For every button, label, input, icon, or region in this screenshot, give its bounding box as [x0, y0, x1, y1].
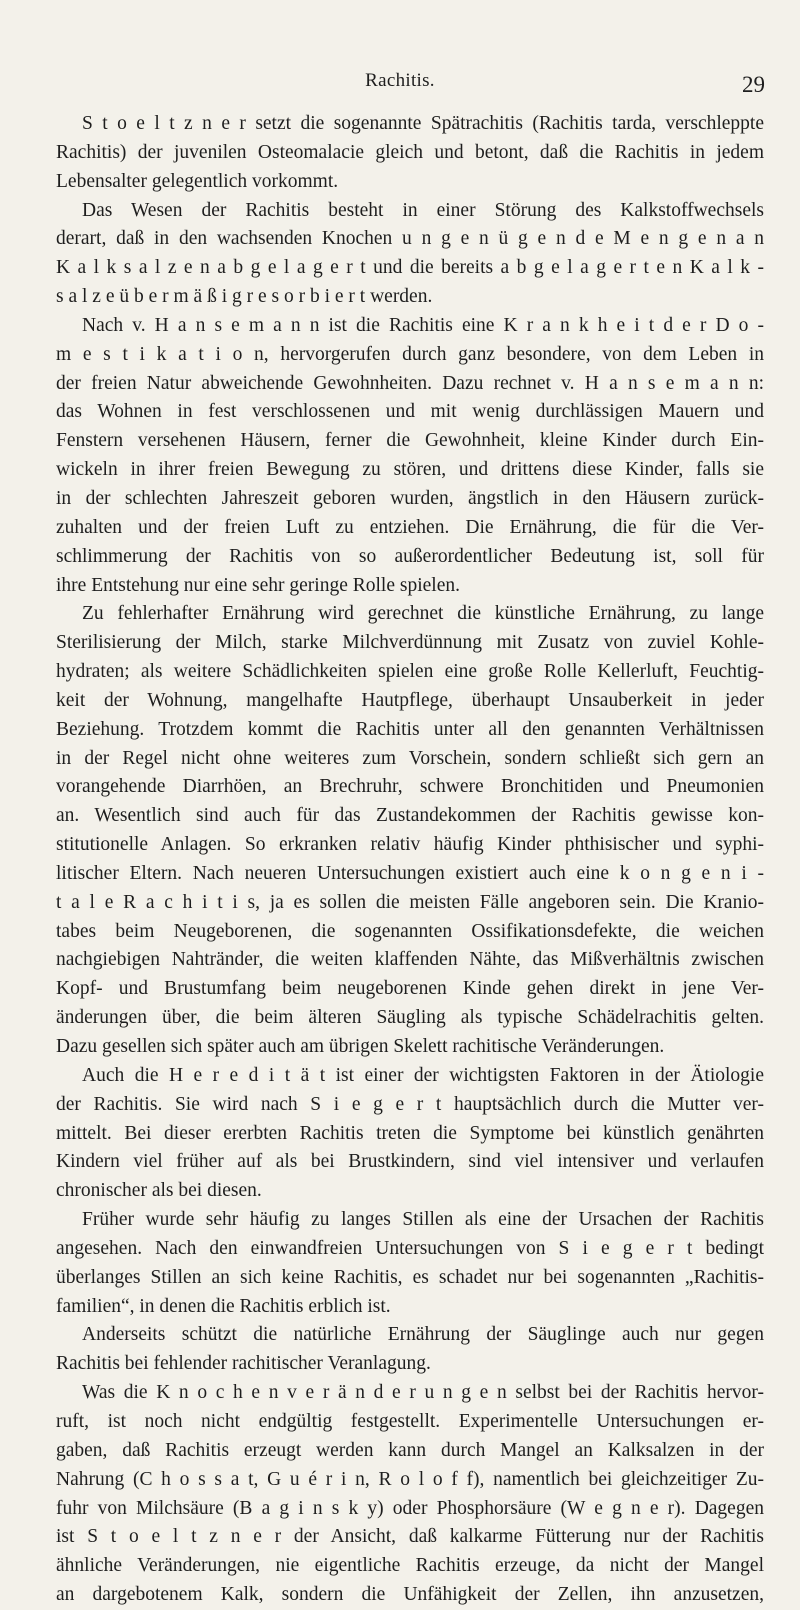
text-line: ähnliche Veränderungen, nie eigentliche Rachitis erzeuge, da nicht der Mangel — [56, 1555, 764, 1577]
text-line: familien“, in denen die Rachitis erblich ist. — [56, 1295, 391, 1317]
text-line: Nahrung (C h o s s a t, G u é r i n, R o l o f f), namentlich bei gleichzeitiger Zu- — [56, 1468, 764, 1490]
body-text — [56, 110, 764, 1610]
text-line: vorangehende Diarrhöen, an Brechruhr, schwere Bronchitiden und Pneumonien — [56, 776, 764, 798]
text-line: wickeln in ihrer freien Bewegung zu stören, und drittens diese Kinder, falls sie — [56, 459, 764, 481]
text-line: stitutionelle Anlagen. So erkranken relativ häufig Kinder phthisischer und syphi- — [56, 834, 764, 856]
text-line: s a l z e ü b e r m ä ß i g r e s o r b i e r t werden. — [56, 286, 433, 308]
text-line: gaben, daß Rachitis erzeugt werden kann durch Mangel an Kalksalzen in der — [56, 1439, 764, 1461]
text-line: Nach v. H a n s e m a n n ist die Rachitis eine K r a n k h e i t d e r D o - — [82, 314, 764, 336]
text-line: änderungen über, die beim älteren Säugling als typische Schädelrachitis gelten. — [56, 1007, 764, 1029]
text-line: der freien Natur abweichende Gewohnheiten. Dazu rechnet v. H a n s e m a n n: — [56, 372, 764, 394]
text-line: ist S t o e l t z n e r der Ansicht, daß kalkarme Fütterung nur der Rachitis — [56, 1526, 764, 1548]
text-line: t a l e R a c h i t i s, ja es sollen die meisten Fälle angeboren sein. Die Kranio- — [56, 891, 764, 913]
text-line: zuhalten und der freien Luft zu entziehen. Die Ernährung, die für die Ver- — [56, 516, 764, 538]
text-line: Auch die H e r e d i t ä t ist einer der wichtigsten Faktoren in der Ätiologie — [82, 1064, 764, 1086]
text-line: mittelt. Bei dieser ererbten Rachitis treten die Symptome bei künstlich genährten — [56, 1122, 764, 1144]
text-line: der Rachitis. Sie wird nach S i e g e r t hauptsächlich durch die Mutter ver- — [56, 1093, 764, 1115]
text-line: Sterilisierung der Milch, starke Milchverdünnung mit Zusatz von zuviel Kohle- — [56, 632, 764, 654]
text-line: Das Wesen der Rachitis besteht in einer Störung des Kalkstoffwechsels — [82, 199, 764, 221]
text-line: Dazu gesellen sich später auch am übrigen Skelett rachitische Veränderungen. — [56, 1036, 665, 1057]
text-line: Kindern viel früher auf als bei Brustkindern, sind viel intensiver und verlaufen — [56, 1151, 764, 1173]
text-line: litischer Eltern. Nach neueren Untersuchungen existiert auch eine k o n g e n i - — [56, 862, 764, 884]
text-line: ruft, ist noch nicht endgültig festgestellt. Experimentelle Untersuchungen er- — [56, 1410, 764, 1432]
text-line: in der Regel nicht ohne weiteres zum Vorschein, sondern schließt sich gern an — [56, 747, 764, 769]
text-line: hydraten; als weitere Schädlichkeiten spielen eine große Rolle Kellerluft, Feuchtig- — [56, 661, 764, 683]
text-line: nachgiebigen Nahtränder, die weiten klaffenden Nähte, das Mißverhältnis zwischen — [56, 949, 764, 971]
text-line: S t o e l t z n e r setzt die sogenannte Spätrachitis (Rachitis tarda, verschleppte — [82, 113, 764, 134]
text-line: fuhr von Milchsäure (B a g i n s k y) oder Phosphorsäure (W e g n e r). Dagegen — [56, 1497, 764, 1519]
text-line: in der schlechten Jahreszeit geboren wurden, ängstlich in den Häusern zurück- — [56, 487, 764, 509]
text-line: tabes beim Neugeborenen, die sogenannten Ossifikationsdefekte, die weichen — [56, 920, 764, 942]
text-line: Rachitis) der juvenilen Osteomalacie gleich und betont, daß die Rachitis in jedem — [56, 141, 764, 163]
text-line: überlanges Stillen an sich keine Rachitis, es schadet nur bei sogenannten „Rachitis- — [56, 1266, 764, 1288]
text-line: Fenstern versehenen Häusern, ferner die Gewohnheit, kleine Kinder durch Ein- — [56, 430, 764, 452]
text-line: Anderseits schützt die natürliche Ernährung der Säuglinge auch nur gegen — [82, 1324, 764, 1346]
text-line: derart, daß in den wachsenden Knochen u n g e n ü g e n d e M e n g e n a n — [56, 228, 764, 250]
text-line: schlimmerung der Rachitis von so außerordentlicher Bedeutung ist, soll für — [56, 545, 764, 567]
text-line: Rachitis bei fehlender rachitischer Veranlagung. — [56, 1353, 431, 1375]
text-line: Beziehung. Trotzdem kommt die Rachitis unter all den genannten Verhältnissen — [56, 718, 764, 740]
text-line: an. Wesentlich sind auch für das Zustandekommen der Rachitis gewisse kon- — [56, 805, 764, 827]
text-line: angesehen. Nach den einwandfreien Untersuchungen von S i e g e r t bedingt — [56, 1237, 764, 1259]
text-line: keit der Wohnung, mangelhafte Hautpflege, überhaupt Unsauberkeit in jeder — [56, 689, 764, 711]
text-line: Zu fehlerhafter Ernährung wird gerechnet die künstliche Ernährung, zu lange — [82, 603, 764, 625]
page-number: 29 — [742, 72, 765, 97]
text-line: Kopf- und Brustumfang beim neugeborenen Kinde gehen direkt in jene Ver- — [56, 978, 764, 1000]
text-line: Was die K n o c h e n v e r ä n d e r u n g e n selbst bei der Rachitis hervor- — [82, 1382, 764, 1404]
text-line: ihre Entstehung nur eine sehr geringe Rolle spielen. — [56, 574, 460, 596]
text-line: K a l k s a l z e n a b g e l a g e r t und die bereits a b g e l a g e r t e n K a l k - — [56, 257, 764, 279]
text-line: an dargebotenem Kalk, sondern die Unfähigkeit der Zellen, ihn anzusetzen, — [56, 1584, 764, 1606]
text-line: das Wohnen in fest verschlossenen und mit wenig durchlässigen Mauern und — [56, 401, 764, 423]
text-line: Früher wurde sehr häufig zu langes Stillen als eine der Ursachen der Rachitis — [82, 1209, 764, 1231]
running-title: Rachitis. — [365, 70, 435, 91]
text-line: chronischer als bei diesen. — [56, 1180, 262, 1202]
text-line: m e s t i k a t i o n, hervorgerufen durch ganz besondere, von dem Leben in — [56, 343, 764, 365]
text-line: Lebensalter gelegentlich vorkommt. — [56, 170, 339, 192]
